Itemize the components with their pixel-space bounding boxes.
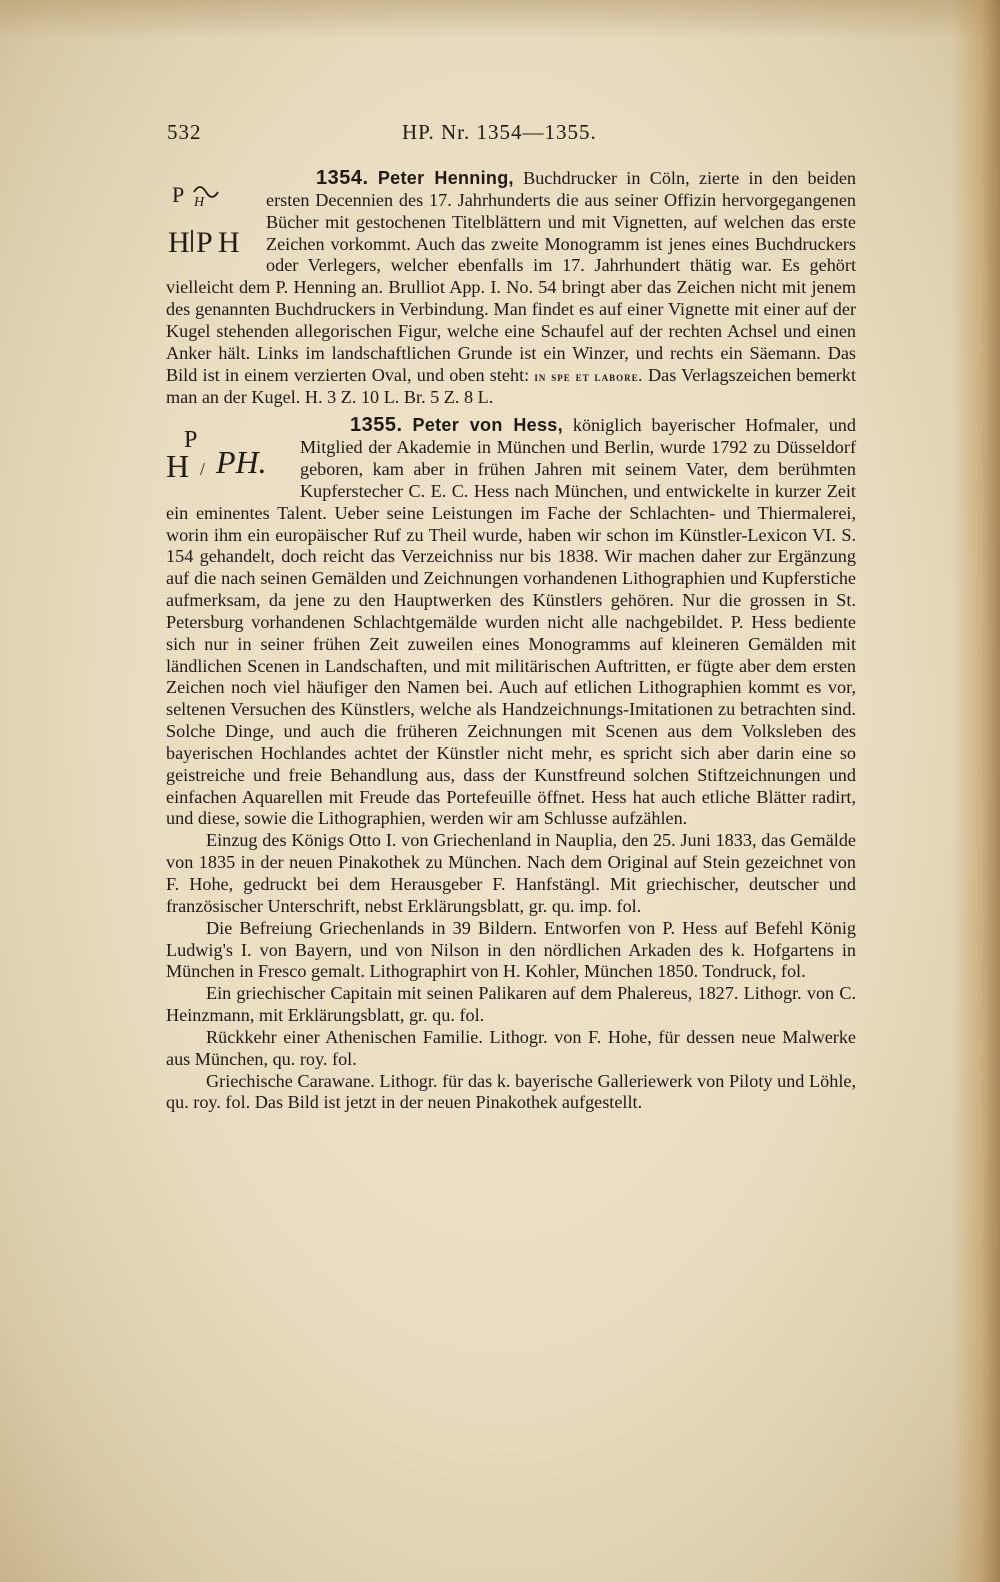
work-item: Die Befreiung Griechenlands in 39 Bildern. Entworfen von P. Hess auf Befehl König Ludwig's I. von Bayern, und von Nilson in den nördlichen Arkaden des k. Hofgartens in München in Fresco gemalt. Lithographirt von H. Kohler, München 1850. Tondruck, fol. — [166, 917, 856, 982]
svg-text:H: H — [218, 226, 240, 258]
svg-text:H: H — [168, 226, 190, 258]
svg-text:/: / — [200, 459, 206, 480]
running-header — [167, 120, 857, 150]
monogram-hess-image — [164, 417, 294, 481]
work-item: Griechische Carawane. Lithogr. für das k. bayerische Galleriewerk von Piloty und Löhle, qu. roy. fol. Das Bild ist jetzt in der neuen Pinakothek aufgestellt. — [166, 1070, 856, 1113]
entry-1354-text-end: Das Verlagszeichen bemerkt man an der Kugel. H. 3 Z. 10 L. Br. 5 Z. 8 L. — [166, 364, 856, 408]
monogram-henning-image — [164, 172, 260, 258]
entry-number: 1354. — [316, 167, 369, 189]
svg-text:P: P — [196, 226, 213, 258]
entry-1355-lead — [300, 415, 573, 435]
work-item: Rückkehr einer Athenischen Familie. Lithogr. von F. Hohe, für dessen neue Malwerke aus München, qu. roy. fol. — [166, 1026, 856, 1069]
page-number: 532 — [167, 120, 202, 144]
page-edge-right — [952, 0, 1000, 1582]
entry-1354 — [166, 168, 856, 409]
svg-text:PH.: PH. — [216, 444, 267, 481]
page-body — [166, 168, 856, 1114]
entry-number: 1355. — [350, 414, 403, 437]
page-shadow-top — [0, 0, 1000, 40]
running-title: HP. Nr. 1354—1355. — [402, 120, 597, 144]
entry-1354-text: Buchdrucker in Cöln, zierte in den beiden ersten Decennien des 17. Jahrhunderts die aus seiner Offizin hervorgegangenen Bücher mit gestochenen Titelblättern und mit Vignetten, auf welchen das erste Zeichen vorkommt. Auch das zweite Monogramm ist jenes eines Buchdruckers oder Verlegers, welcher ebenfalls im 17. Jahrhundert thätig war. Es gehört vielleicht dem P. Henning an. Brulliot App. I. No. 54 bringt aber das Zeichen nicht mit jenem des genannten Buchdruckers in Verbindung. Man findet es auf einer Vignette mit einer auf der Kugel stehenden allegorischen Figur, welche eine Schaufel auf der rechten Achsel und einen Anker hält. Links im landschaftlichen Grunde ist ein Winzer, und rechts ein Säemann. Das Bild ist in einem verzierten Oval, und oben steht: — [166, 168, 856, 385]
entry-1355 — [166, 415, 856, 830]
entry-name: Peter Henning, — [377, 168, 514, 188]
work-item: Einzug des Königs Otto I. von Griechenland in Nauplia, den 25. Juni 1833, das Gemälde von 1835 in der neuen Pinakothek zu München. Nach dem Original auf Stein gezeichnet von F. Hohe, gedruckt bei dem Herausgeber F. Hanfstängl. Mit griechischer, deutscher und französischer Unterschrift, nebst Erklärungsblatt, gr. qu. imp. fol. — [166, 830, 856, 916]
svg-text:H: H — [194, 195, 205, 210]
entry-1355-text: königlich bayerischer Hofmaler, und Mitglied der Akademie in München und Berlin, wurde 1792 zu Düsseldorf geboren, kam aber in frühen Jahren mit seinem Vater, dem berühmten Kupferstecher C. E. C. Hess nach München, und entwickelte in kurzer Zeit ein eminentes Talent. Ueber seine Leistungen im Fache der Schlachten- und Thiermalerei, worin ihm ein europäischer Ruf zu Theil wurde, haben wir schon im Künstler-Lexicon VI. S. 154 gehandelt, doch reicht das Verzeichniss nur bis 1838. Wir machen daher zur Ergänzung auf die nach seinen Gemälden und Zeichnungen vorhandenen Lithographien und Kupferstiche aufmerksam, da jene zu den Hauptwerken des Künstlers gehören. Nur die grossen in St. Petersburg vorhandenen Schlachtgemälde wurden nicht alle nachgebildet. P. Hess bediente sich nur in seiner frühen Zeit zuweilen eines Monogramms auf kleineren Gemälden mit ländlichen Scenen in Landschaften, und mit militärischen Auftritten, er fügte aber dem ersten Zeichen noch viel häufiger den Namen bei. Auch auf etlichen Lithographien kommt es vor, seltenen Versuchen des Künstlers, welche als Handzeichnungs-Imitationen zu betrachten sind. Solche Dinge, und auch die früheren Zeichnungen mit Scenen aus dem Volksleben des bayerischen Hochlandes achtet der Künstler nicht mehr, es spricht sich aber darin eine so geistreiche und freie Behandlung aus, dass der Kunstfreund solchen Stiftzeichnungen und einfachen Aquarellen mit Freude das Portefeuille öffnet. Hess hat auch etliche Blätter radirt, und diese, sowie die Lithographien, werden wir am Schlusse aufzählen. — [166, 415, 856, 829]
svg-text:H: H — [166, 448, 190, 482]
entry-name: Peter von Hess, — [412, 415, 563, 436]
entry-1354-lead — [266, 168, 523, 188]
work-item: Ein griechischer Capitain mit seinen Palikaren auf dem Phalereus, 1827. Lithogr. von C. Heinzmann, mit Erklärungsblatt, gr. qu. fol. — [166, 983, 856, 1026]
svg-text:P: P — [184, 427, 198, 454]
svg-text:P: P — [172, 182, 185, 207]
motto: in spe et labore. — [534, 368, 643, 384]
